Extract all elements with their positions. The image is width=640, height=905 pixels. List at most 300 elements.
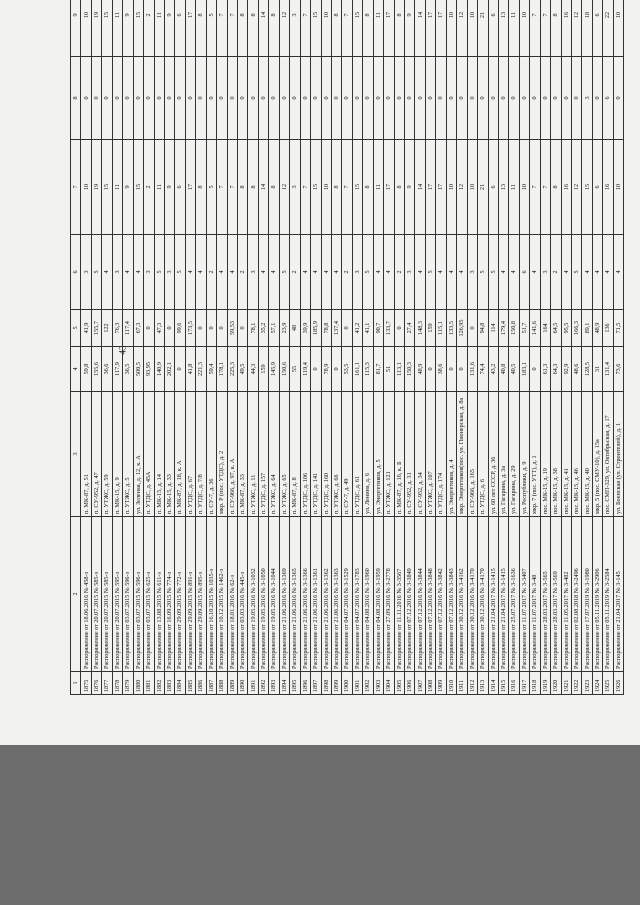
table-cell: 94,8 [478, 310, 488, 347]
table-cell: 0 [81, 57, 91, 140]
table-cell: 35,2 [258, 310, 268, 347]
table-row [248, 0, 258, 695]
table-cell: 6 [519, 235, 529, 310]
table-cell: 179,4 [498, 310, 508, 347]
table-cell: 8 [196, 0, 206, 57]
table-cell: Распоряжение от 21.06.2016 № 3-1362 [321, 517, 331, 672]
table-cell: 44,3 [248, 347, 258, 392]
table-cell: 8 [331, 140, 341, 235]
table-cell: 117,9 [112, 347, 122, 392]
table-cell: 4 [258, 235, 268, 310]
table-cell: 12 [457, 0, 467, 57]
table-cell: 41,9 [81, 310, 91, 347]
table-row [436, 0, 446, 695]
table-cell: 78,1 [248, 310, 258, 347]
table-cell: 5 [279, 235, 289, 310]
table-cell: Распоряжение от 07.12.2016 № 3-3842 [436, 517, 446, 672]
table-cell: 0 [144, 310, 154, 347]
table-cell: 17 [425, 140, 435, 235]
table-cell: 0 [373, 57, 383, 140]
table-cell: 4 [227, 235, 237, 310]
table-cell: 4 [384, 235, 394, 310]
table-cell: 4 [102, 235, 112, 310]
table-cell: 4 [582, 235, 592, 310]
table-cell: 41,2 [352, 310, 362, 347]
table-cell: 7 [300, 0, 310, 57]
table-cell: 71,5 [613, 310, 623, 347]
table-cell: 9 [123, 0, 133, 57]
table-cell: 1914 [488, 672, 498, 695]
table-row [498, 0, 508, 695]
table-row [572, 0, 582, 695]
table-cell: 1919 [540, 672, 550, 695]
table-cell: 0 [279, 57, 289, 140]
table-cell: 0 [415, 57, 425, 140]
table-cell: 4 [123, 235, 133, 310]
table-cell: 59,4 [206, 347, 216, 392]
table-cell: 0 [384, 57, 394, 140]
table-cell: 183,1 [519, 347, 529, 392]
table-cell: 225,3 [227, 347, 237, 392]
column-header: 7 [71, 140, 81, 235]
table-cell: 0 [185, 57, 195, 140]
table-cell: 64,3 [551, 347, 561, 392]
table-cell: 4 [300, 235, 310, 310]
table-cell: 145,9 [269, 347, 279, 392]
table-cell: Распоряжение от 03.03.2016 № 445-з [238, 517, 248, 672]
table-cell: Распоряжение от 07.12.2016 № 3-3848 [425, 517, 435, 672]
table-cell: Распоряжение от 18.01.2016 № 62-з [227, 517, 237, 672]
table-cell: 8 [248, 0, 258, 57]
table-cell: 10 [446, 0, 456, 57]
table-cell: Распоряжение от 21.06.2016 № 3-1365 [290, 517, 300, 672]
table-cell: 0 [425, 347, 435, 392]
table-cell: 1908 [425, 672, 435, 695]
table-cell: 19 [91, 0, 101, 57]
table-cell: 6 [603, 57, 613, 140]
table-cell: 9 [164, 140, 174, 235]
table-cell: 0 [467, 57, 477, 140]
table-cell: 9 [123, 140, 133, 235]
table-cell: п. СУ-966, д. 97, к. А [227, 392, 237, 517]
table-cell: 0 [394, 310, 404, 347]
table-cell: пос. МК-15, д. 40 [582, 392, 592, 517]
table-cell: 1906 [405, 672, 415, 695]
table-cell: 9 [164, 0, 174, 57]
table-cell: 131,6 [467, 347, 477, 392]
table-cell: 17 [436, 0, 446, 57]
table-cell: 99,6 [175, 310, 185, 347]
table-cell: 3 [467, 235, 477, 310]
table-cell: 133,5 [446, 310, 456, 347]
table-row [269, 0, 279, 695]
table-cell: 1897 [311, 672, 321, 695]
table-cell: Распоряжение от 17.07.2019 № 3-1980 [582, 517, 592, 672]
table-cell: ул. Энергетиков, д. 5 [373, 392, 383, 517]
table-cell: 36,6 [102, 347, 112, 392]
table-cell: 1925 [603, 672, 613, 695]
table-cell: Распоряжение от 04.07.2016 № 3-1529 [342, 517, 352, 672]
table-cell: 7 [530, 140, 540, 235]
table-cell: 1918 [530, 672, 540, 695]
table-cell: Распоряжение от 04.08.2016 № 3-1960 [363, 517, 373, 672]
table-cell: 0 [258, 57, 268, 140]
table-cell: 15 [582, 140, 592, 235]
table-cell: Распоряжение от 11.07.2017 № 3-48 [530, 517, 540, 672]
table-cell: 8 [238, 140, 248, 235]
table-cell: 8 [551, 140, 561, 235]
table-cell: 3 [405, 235, 415, 310]
table-cell: 133,7 [384, 310, 394, 347]
table-row [102, 0, 112, 695]
table-cell: 0 [363, 57, 373, 140]
table-cell: 13 [498, 140, 508, 235]
table-cell: 0 [133, 57, 143, 140]
table-cell: 14 [258, 0, 268, 57]
table-cell: Распоряжение от 19.05.2016 № 3-1050 [258, 517, 268, 672]
table-cell: Распоряжение от 05.11.2019 № 3-2584 [603, 517, 613, 672]
table-cell: Распоряжение от 07.12.2016 № 3-3843 [446, 517, 456, 672]
table-row [154, 0, 164, 695]
table-cell: 73,6 [613, 347, 623, 392]
table-cell: пос. МК-15, д. 46 [572, 392, 582, 517]
table-cell: 14 [415, 140, 425, 235]
table-cell: 51 [384, 347, 394, 392]
table-cell: 6 [175, 0, 185, 57]
table-cell: 78,8 [321, 310, 331, 347]
table-cell: 10 [467, 140, 477, 235]
table-cell: п. УТДС, д. 160 [321, 392, 331, 517]
table-cell: 11 [373, 140, 383, 235]
table-cell: п. УТДС, д. 106 [300, 392, 310, 517]
table-cell: 3 [164, 235, 174, 310]
table-cell: 1902 [363, 672, 373, 695]
table-cell: 4 [446, 235, 456, 310]
table-cell: 15 [133, 0, 143, 57]
table-cell: мкр. Энергетиков(пос. ул. Пионерская, д. 8а [457, 392, 467, 517]
table-cell: 13 [498, 0, 508, 57]
table-row [196, 0, 206, 695]
table-cell: 11 [154, 0, 164, 57]
table-row [258, 0, 268, 695]
table-row [227, 0, 237, 695]
table-cell: 0 [394, 57, 404, 140]
table-cell: 10 [519, 140, 529, 235]
table-cell: 4 [269, 235, 279, 310]
table-cell: 0 [519, 57, 529, 140]
table-cell: 47,3 [154, 310, 164, 347]
table-row [290, 0, 300, 695]
table-cell: 1891 [248, 672, 258, 695]
table-cell: 1884 [175, 672, 185, 695]
table-cell: 1877 [102, 672, 112, 695]
table-cell: 1878 [112, 672, 122, 695]
table-cell: 15 [133, 140, 143, 235]
table-cell: 2 [394, 235, 404, 310]
table-cell: пос. СМП-329, ул. Октябрьская, д. 17 [603, 392, 613, 517]
table-cell: 61,3 [540, 347, 550, 392]
table-cell: 1924 [592, 672, 602, 695]
table-row [311, 0, 321, 695]
table-row [488, 0, 498, 695]
column-header: 2 [71, 517, 81, 672]
table-cell: 3 [540, 235, 550, 310]
column-header: 1 [71, 672, 81, 695]
table-cell: 15 [311, 0, 321, 57]
table-row [279, 0, 289, 695]
table-cell: п. УТЖС, д. 11 [248, 392, 258, 517]
table-cell: ул. 60 лет СССР, д. 36 [488, 392, 498, 517]
table-cell: 0 [154, 57, 164, 140]
table-row [81, 0, 91, 695]
table-cell: 19 [91, 140, 101, 235]
table-row [384, 0, 394, 695]
table-cell: 8 [551, 0, 561, 57]
table-cell: Распоряжение от 21.06.2016 № 3-1363 [331, 517, 341, 672]
table-cell: 5 [154, 235, 164, 310]
table-cell: 1910 [446, 672, 456, 695]
table-cell: 0 [342, 57, 352, 140]
table-cell: 18 [582, 0, 592, 57]
table-cell: 137,4 [331, 310, 341, 347]
table-cell: 126,95 [457, 310, 467, 347]
table-cell: п. МК-15, д. 14 [154, 392, 164, 517]
table-row [175, 0, 185, 695]
table-cell: 9 [405, 140, 415, 235]
table-cell: 7 [540, 140, 550, 235]
table-cell: Распоряжение от 11.07.2017 № 3-3407 [519, 517, 529, 672]
table-cell: 43,2 [488, 347, 498, 392]
table-cell: 1926 [613, 672, 623, 695]
table-cell: 0 [540, 57, 550, 140]
table-cell: п. СУ-966, д. 165 [467, 392, 477, 517]
table-cell: 81,7 [373, 347, 383, 392]
table-cell: 7 [227, 140, 237, 235]
table-cell: 150,6 [279, 347, 289, 392]
table-row [457, 0, 467, 695]
table-row [144, 0, 154, 695]
table-cell: 8 [248, 140, 258, 235]
table-cell: 1912 [467, 672, 477, 695]
table-cell: 1905 [394, 672, 404, 695]
table-header-row [71, 0, 81, 695]
table-cell: 0 [175, 57, 185, 140]
table-cell: 1896 [300, 672, 310, 695]
table-cell: 166,3 [572, 310, 582, 347]
table-cell: 5 [572, 235, 582, 310]
table-cell: 0 [613, 57, 623, 140]
table-cell: 1893 [269, 672, 279, 695]
table-cell: п. СУ-7, д. 49 [342, 392, 352, 517]
table-cell: 4 [217, 235, 227, 310]
table-cell: п. УТДС, д. 141 [311, 392, 321, 517]
table-cell: 22 [603, 0, 613, 57]
table-cell: 0 [164, 57, 174, 140]
table-row [551, 0, 561, 695]
table-cell: 0 [530, 347, 540, 392]
table-cell: Распоряжение от 03.07.2015 № 596-з [133, 517, 143, 672]
table-cell: ул. Гагарина, д. 3а [498, 392, 508, 517]
table-cell: 0 [405, 57, 415, 140]
table-cell: 3 [112, 235, 122, 310]
table-cell: 11 [509, 0, 519, 57]
table-cell: 3 [144, 235, 154, 310]
table-cell: 1915 [498, 672, 508, 695]
table-cell: 3 [582, 57, 592, 140]
table-cell: 0 [457, 347, 467, 392]
table-cell: п. УТЖС, д. 65 [279, 392, 289, 517]
table-cell: 141,6 [530, 310, 540, 347]
table-cell: 148,3 [415, 310, 425, 347]
table-cell: Распоряжение от 21.06.2016 № 3-1369 [279, 517, 289, 672]
table-cell: 6 [592, 140, 602, 235]
table-cell: 0 [175, 347, 185, 392]
table-cell: 38,6 [436, 347, 446, 392]
table-cell: 1886 [196, 672, 206, 695]
table-cell: 7 [342, 0, 352, 57]
table-cell: 0 [530, 57, 540, 140]
table-cell: 11 [509, 140, 519, 235]
table-cell: 7 [530, 0, 540, 57]
table-cell: 7 [300, 140, 310, 235]
table-cell: п. УТЖС, д. 59 [102, 392, 112, 517]
table-row [561, 0, 571, 695]
table-cell: Распоряжение от 03.07.2015 № 596-з [123, 517, 133, 672]
table-cell: 6 [488, 0, 498, 57]
table-cell: 7 [217, 0, 227, 57]
table-row [425, 0, 435, 695]
table-cell: Распоряжение от 07.12.2016 № 3-3849 [405, 517, 415, 672]
table-cell: 159 [258, 347, 268, 392]
table-cell: 6 [488, 140, 498, 235]
table-cell: 10 [446, 140, 456, 235]
table-cell: Распоряжение от 25.07.2017 № 3-1636 [509, 517, 519, 672]
table-row [509, 0, 519, 695]
table-cell: 0 [561, 57, 571, 140]
table-cell: 89,1 [582, 310, 592, 347]
table-row [342, 0, 352, 695]
table-cell: 4 [498, 235, 508, 310]
table-cell: мкр. Р (пос. УТДС), д. 2 [217, 392, 227, 517]
table-cell: 500,5 [133, 347, 143, 392]
table-cell: 2 [144, 0, 154, 57]
table-row [405, 0, 415, 695]
table-cell: 4 [561, 235, 571, 310]
table-cell: 1876 [91, 672, 101, 695]
table-cell: 55 [290, 347, 300, 392]
table-cell: ул. Энергетиков, д. 4 [446, 392, 456, 517]
table-row [530, 0, 540, 695]
table-cell: п. УТДС, д. 67 [185, 392, 195, 517]
table-cell: 0 [478, 57, 488, 140]
table-cell: Распоряжение от 04.08.2016 № 3-1959 [373, 517, 383, 672]
table-cell: 95,5 [561, 310, 571, 347]
table-cell: 59,53 [227, 310, 237, 347]
table-cell: 57,1 [269, 310, 279, 347]
table-cell: Распоряжение от 29.09.2015 № 772-з [175, 517, 185, 672]
table-cell: 10 [613, 0, 623, 57]
table-cell: п. МК-87, д. 33 [238, 392, 248, 517]
table-cell: 0 [91, 57, 101, 140]
table-cell: 4 [613, 235, 623, 310]
table-cell: Распоряжение от 19.05.2016 № 3-1044 [269, 517, 279, 672]
table-cell: 8 [269, 0, 279, 57]
table-cell: Распоряжение от 16.09.2015 № 774-з [164, 517, 174, 672]
table-cell: 6 [175, 140, 185, 235]
table-cell: 5 [206, 0, 216, 57]
table-row [112, 0, 122, 695]
table-cell: 2 [144, 140, 154, 235]
table-row [352, 0, 362, 695]
table-cell: пос. МК-15, д. 41 [561, 392, 571, 517]
table-cell: 31 [592, 347, 602, 392]
table-cell: 4 [373, 235, 383, 310]
table-cell: Распоряжение от 16.10.2015 № 1035-з [206, 517, 216, 672]
table-cell: 1921 [561, 672, 571, 695]
table-cell: 4 [592, 235, 602, 310]
table-cell: 21 [478, 0, 488, 57]
table-row [363, 0, 373, 695]
table-cell: 40,8 [498, 347, 508, 392]
table-cell: 49,5 [238, 347, 248, 392]
table-cell: 128,5 [582, 347, 592, 392]
table-cell: 93,95 [144, 347, 154, 392]
table-cell: 0 [572, 57, 582, 140]
table-cell: 3 [290, 0, 300, 57]
table-cell: Распоряжение от 30.12.2016 № 3-4170 [478, 517, 488, 672]
table-cell: 7 [540, 0, 550, 57]
table-cell: 41,8 [185, 347, 195, 392]
table-cell: 74,4 [478, 347, 488, 392]
table-row [394, 0, 404, 695]
table-cell: 1894 [279, 672, 289, 695]
table-cell: Распоряжение от 03.07.2015 № 625-з [144, 517, 154, 672]
table-cell: 5 [175, 235, 185, 310]
table-cell: 48 [290, 310, 300, 347]
table-cell: 90,7 [373, 310, 383, 347]
table-row [582, 0, 592, 695]
table-cell: Распоряжение от 21.04.2017 № 3-1415 [488, 517, 498, 672]
table-cell: п. УТЖС, д. 5 [123, 392, 133, 517]
table-cell: Распоряжение от 07.12.2016 № 3-3844 [415, 517, 425, 672]
table-cell: 1900 [342, 672, 352, 695]
table-cell: Распоряжение от 21.04.2017 № 3-1415 [498, 517, 508, 672]
table-cell: 2 [551, 235, 561, 310]
table-cell: 117,4 [123, 310, 133, 347]
table-cell: ул. Ленина, д. 6 [363, 392, 373, 517]
table-cell: 4 [196, 235, 206, 310]
table-cell: 12 [279, 140, 289, 235]
table-cell: 2 [206, 235, 216, 310]
table-cell: п. СУ-952, д. 31 [405, 392, 415, 517]
table-cell: 16 [603, 140, 613, 235]
table-cell: 1889 [227, 672, 237, 695]
table-cell: п. УТЖС, д. 121 [384, 392, 394, 517]
table-cell: п. УТДС, д. 61 [352, 392, 362, 517]
table-cell: 1882 [154, 672, 164, 695]
table-cell: 16 [561, 0, 571, 57]
table-cell: 0 [342, 310, 352, 347]
table-cell: 5 [206, 140, 216, 235]
table-cell: 1916 [509, 672, 519, 695]
table-cell: 1904 [384, 672, 394, 695]
table-cell: ул. Боенская (ул. Строителей), д. 1 [613, 392, 623, 517]
table-cell: 0 [269, 57, 279, 140]
table-cell: 17 [185, 140, 195, 235]
table-row [123, 0, 133, 695]
table-cell: 8 [196, 140, 206, 235]
table-row [415, 0, 425, 695]
